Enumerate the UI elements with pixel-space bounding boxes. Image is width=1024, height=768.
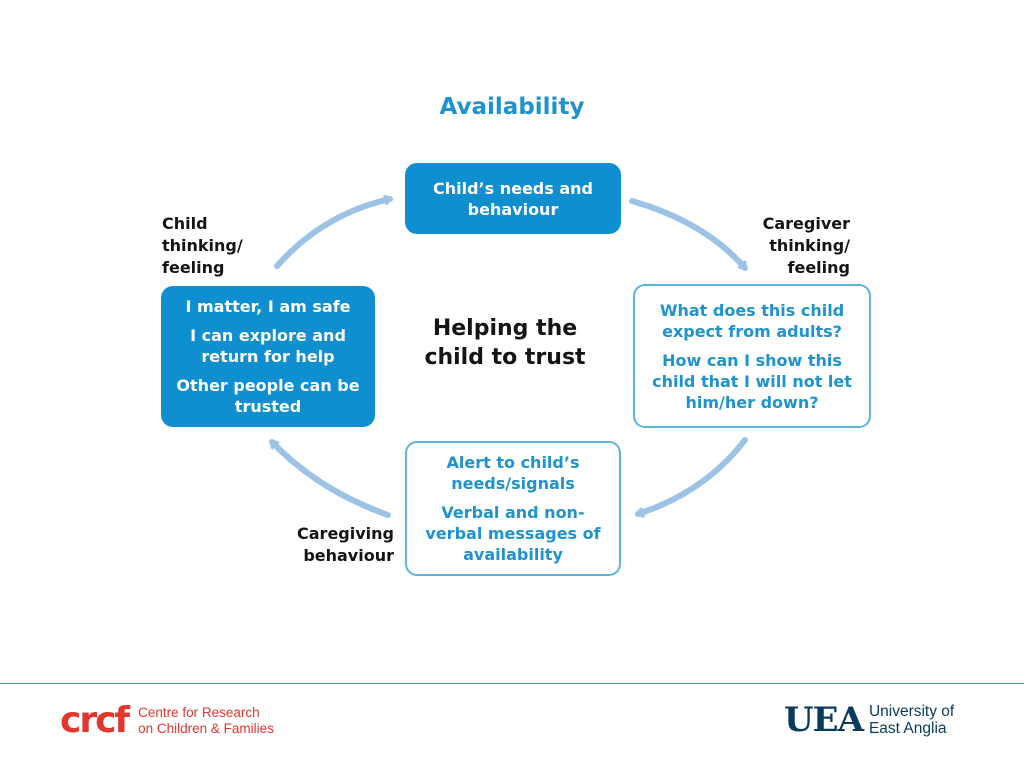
uea-logo-mark: UEA: [784, 700, 863, 740]
crcf-logo-mark: crcf: [60, 700, 129, 741]
arrow-top-to-right: [632, 201, 745, 268]
center-caption: Helping the child to trust: [424, 316, 586, 370]
arrow-left-to-top: [277, 199, 390, 266]
box-text: I can explore and return for help: [190, 326, 346, 366]
label-child-thinking: Child thinking/ feeling: [162, 214, 243, 277]
box-child-beliefs: [161, 286, 375, 427]
uea-logo: [784, 700, 954, 740]
uea-logo-text: [869, 703, 954, 737]
crcf-logo: [60, 700, 274, 741]
label-caregiver-thinking: Caregiver thinking/ feeling: [762, 214, 850, 277]
crcf-line-2: on Children & Families: [138, 720, 274, 736]
diagram-title: Availability: [439, 94, 585, 120]
uea-line-2: East Anglia: [868, 720, 947, 737]
box-text: Child’s needs and behaviour: [432, 178, 593, 219]
crcf-line-1: Centre for Research: [138, 704, 260, 720]
box-text: What does this child expect from adults?: [659, 300, 845, 341]
box-text: Other people can be trusted: [176, 376, 360, 416]
box-text: Alert to child’s needs/signals: [446, 453, 580, 493]
crcf-logo-text: [138, 705, 274, 737]
footer-divider: [0, 683, 1024, 684]
arrow-bottom-to-left: [272, 442, 388, 515]
box-text: Verbal and non-verbal messages of availability: [425, 503, 601, 564]
box-text: I matter, I am safe: [185, 297, 351, 316]
uea-line-1: University of: [868, 703, 955, 720]
box-childs-needs: [405, 163, 621, 234]
box-caregiving-actions: [405, 441, 621, 576]
box-caregiver-questions: [633, 284, 871, 428]
label-caregiving-behaviour: Caregiving behaviour: [297, 524, 394, 565]
box-text: How can I show this child that I will not let him/her down?: [652, 350, 852, 412]
arrow-right-to-bottom: [638, 440, 745, 514]
